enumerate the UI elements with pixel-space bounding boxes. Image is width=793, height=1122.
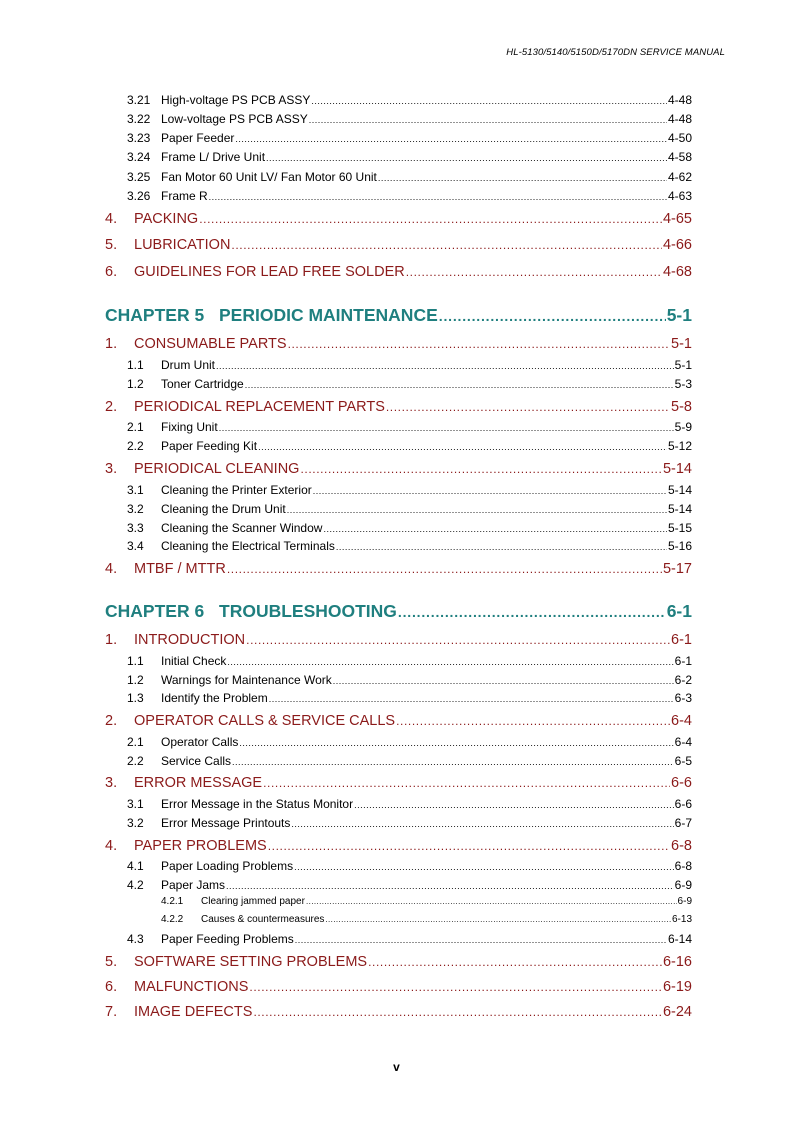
toc-entry-page: 5-1 bbox=[674, 358, 692, 372]
toc-entry-title: Paper Feeding Problems bbox=[161, 932, 294, 946]
toc-entry[interactable] bbox=[105, 461, 692, 477]
toc-entry-page: 6-24 bbox=[662, 1004, 692, 1020]
toc-entry-page: 6-3 bbox=[674, 691, 692, 705]
toc-entry-number: 3.1 bbox=[127, 483, 144, 497]
toc-entry-number: 3.26 bbox=[127, 189, 151, 203]
toc-entry-title: TROUBLESHOOTING bbox=[219, 601, 397, 621]
toc-entry-page: 6-9 bbox=[674, 878, 692, 892]
toc-entry-number: 3.2 bbox=[127, 502, 144, 516]
toc-entry-title: Initial Check bbox=[161, 654, 227, 668]
toc-entry-page: 6-16 bbox=[662, 954, 692, 970]
toc-entry-title: Toner Cartridge bbox=[161, 377, 244, 391]
toc-entry-number: 3. bbox=[105, 461, 118, 477]
toc-entry-number: 7. bbox=[105, 1004, 118, 1020]
toc-entry-title: Paper Feeding Kit bbox=[161, 439, 258, 453]
toc-entry-number: 4. bbox=[105, 838, 118, 854]
toc-entry-page: 6-7 bbox=[674, 816, 692, 830]
toc-entry[interactable] bbox=[105, 336, 692, 352]
toc-entry-number: CHAPTER 6 bbox=[105, 601, 205, 621]
toc-dot-leader bbox=[396, 714, 670, 728]
toc-entry-number: 3.24 bbox=[127, 150, 151, 164]
toc-entry-number: 1.1 bbox=[127, 654, 144, 668]
toc-entry[interactable] bbox=[105, 691, 692, 705]
toc-dot-leader bbox=[235, 134, 667, 144]
toc-entry-number: 3.25 bbox=[127, 170, 151, 184]
toc-entry-title: Paper Feeder bbox=[161, 131, 235, 145]
toc-entry-page: 6-6 bbox=[674, 797, 692, 811]
toc-dot-leader bbox=[231, 238, 662, 252]
toc-entry-number: 4. bbox=[105, 211, 118, 227]
toc-dot-leader bbox=[313, 486, 667, 496]
toc-entry-number: 1.2 bbox=[127, 377, 144, 391]
toc-entry-number: CHAPTER 5 bbox=[105, 305, 205, 325]
toc-entry[interactable] bbox=[105, 521, 692, 535]
toc-entry-number: 3.23 bbox=[127, 131, 151, 145]
toc-entry-title: Cleaning the Drum Unit bbox=[161, 502, 286, 516]
toc-dot-leader bbox=[263, 776, 670, 790]
toc-dot-leader bbox=[378, 173, 667, 183]
toc-entry-title: Cleaning the Scanner Window bbox=[161, 521, 323, 535]
toc-entry-page: 4-48 bbox=[667, 93, 692, 107]
toc-dot-leader bbox=[269, 694, 674, 704]
toc-dot-leader bbox=[216, 361, 674, 371]
toc-dot-leader bbox=[309, 115, 667, 125]
toc-entry-title: Frame R bbox=[161, 189, 208, 203]
toc-dot-leader bbox=[253, 1005, 662, 1019]
toc-entry-number: 3.2 bbox=[127, 816, 144, 830]
toc-entry-title: Service Calls bbox=[161, 754, 232, 768]
toc-entry-page: 6-1 bbox=[671, 632, 692, 648]
toc-entry[interactable] bbox=[105, 775, 692, 791]
toc-entry-number: 6. bbox=[105, 979, 118, 995]
toc-entry[interactable] bbox=[105, 878, 692, 892]
toc-entry-number: 3. bbox=[105, 775, 118, 791]
toc-chapter-entry[interactable] bbox=[105, 601, 692, 622]
toc-entry-number: 1.1 bbox=[127, 358, 144, 372]
toc-entry-number: 4.3 bbox=[127, 932, 144, 946]
toc-dot-leader bbox=[406, 265, 662, 279]
toc-dot-leader bbox=[325, 915, 671, 924]
toc-dot-leader bbox=[323, 524, 667, 534]
toc-entry-page: 6-1 bbox=[674, 654, 692, 668]
toc-entry-number: 3.3 bbox=[127, 521, 144, 535]
toc-entry-number: 2.1 bbox=[127, 420, 144, 434]
toc-entry-number: 6. bbox=[105, 264, 118, 280]
toc-entry-number: 3.22 bbox=[127, 112, 151, 126]
toc-entry-page: 6-4 bbox=[674, 735, 692, 749]
toc-entry-title: Warnings for Maintenance Work bbox=[161, 673, 332, 687]
toc-entry-page: 4-50 bbox=[667, 131, 692, 145]
toc-entry[interactable] bbox=[105, 170, 692, 184]
toc-entry-page: 5-1 bbox=[666, 305, 692, 325]
toc-dot-leader bbox=[199, 212, 662, 226]
toc-entry-page: 6-2 bbox=[674, 673, 692, 687]
toc-dot-leader bbox=[226, 881, 674, 891]
toc-entry[interactable] bbox=[105, 754, 692, 768]
toc-entry-page: 4-66 bbox=[662, 237, 692, 253]
toc-entry[interactable] bbox=[105, 131, 692, 145]
toc-entry[interactable] bbox=[105, 502, 692, 516]
toc-entry-title: Frame L/ Drive Unit bbox=[161, 150, 266, 164]
toc-entry[interactable] bbox=[105, 377, 692, 391]
toc-entry-number: 3.1 bbox=[127, 797, 144, 811]
toc-entry[interactable] bbox=[105, 264, 692, 280]
toc-entry-page: 6-1 bbox=[666, 601, 692, 621]
toc-entry[interactable] bbox=[105, 735, 692, 749]
toc-dot-leader bbox=[249, 980, 662, 994]
toc-entry-title: IMAGE DEFECTS bbox=[134, 1004, 253, 1020]
toc-entry-page: 6-9 bbox=[677, 896, 692, 907]
toc-entry-number: 2.2 bbox=[127, 754, 144, 768]
toc-entry-number: 2. bbox=[105, 399, 118, 415]
toc-dot-leader bbox=[311, 96, 667, 106]
toc-dot-leader bbox=[288, 337, 670, 351]
toc-entry[interactable] bbox=[105, 654, 692, 668]
toc-entry-page: 5-8 bbox=[671, 399, 692, 415]
toc-entry-number: 3.4 bbox=[127, 539, 144, 553]
toc-entry[interactable] bbox=[105, 713, 692, 729]
toc-entry-page: 4-58 bbox=[667, 150, 692, 164]
toc-entry-page: 6-14 bbox=[667, 932, 692, 946]
toc-entry-title: PERIODICAL REPLACEMENT PARTS bbox=[134, 399, 385, 415]
toc-entry-page: 5-14 bbox=[662, 461, 692, 477]
toc-entry[interactable] bbox=[105, 112, 692, 126]
toc-entry-number: 1.3 bbox=[127, 691, 144, 705]
toc-dot-leader bbox=[258, 442, 667, 452]
toc-dot-leader bbox=[232, 757, 674, 767]
toc-entry-number: 5. bbox=[105, 237, 118, 253]
toc-entry[interactable] bbox=[105, 816, 692, 830]
toc-dot-leader bbox=[245, 380, 674, 390]
toc-entry[interactable] bbox=[105, 150, 692, 164]
toc-entry-number: 1. bbox=[105, 632, 118, 648]
toc-entry-title: Fan Motor 60 Unit LV/ Fan Motor 60 Unit bbox=[161, 170, 377, 184]
running-header: HL-5130/5140/5150D/5170DN SERVICE MANUAL bbox=[506, 47, 725, 58]
toc-entry-page: 5-16 bbox=[667, 539, 692, 553]
toc-dot-leader bbox=[398, 604, 666, 620]
toc-entry-title: Low-voltage PS PCB ASSY bbox=[161, 112, 308, 126]
toc-entry-page: 5-15 bbox=[667, 521, 692, 535]
toc-entry-title: Paper Jams bbox=[161, 878, 226, 892]
toc-entry-number: 4. bbox=[105, 561, 118, 577]
toc-entry[interactable] bbox=[105, 1004, 692, 1020]
toc-entry-title: CONSUMABLE PARTS bbox=[134, 336, 287, 352]
toc-entry-number: 1.2 bbox=[127, 673, 144, 687]
toc-entry-title: PERIODIC MAINTENANCE bbox=[219, 305, 438, 325]
toc-chapter-entry[interactable] bbox=[105, 305, 692, 326]
toc-entry-page: 5-17 bbox=[662, 561, 692, 577]
toc-entry-number: 4.2.1 bbox=[161, 896, 184, 907]
toc-entry[interactable] bbox=[105, 979, 692, 995]
toc-dot-leader bbox=[209, 192, 667, 202]
toc-dot-leader bbox=[439, 308, 666, 324]
toc-entry-page: 6-6 bbox=[671, 775, 692, 791]
toc-entry-page: 4-63 bbox=[667, 189, 692, 203]
toc-dot-leader bbox=[291, 819, 673, 829]
toc-entry-title: INTRODUCTION bbox=[134, 632, 246, 648]
toc-dot-leader bbox=[239, 738, 673, 748]
toc-entry[interactable] bbox=[105, 439, 692, 453]
toc-entry[interactable] bbox=[105, 561, 692, 577]
toc-entry[interactable] bbox=[105, 399, 692, 415]
toc-entry[interactable] bbox=[105, 237, 692, 253]
toc-entry-title: GUIDELINES FOR LEAD FREE SOLDER bbox=[134, 264, 405, 280]
toc-entry-title: MALFUNCTIONS bbox=[134, 979, 249, 995]
toc-entry[interactable] bbox=[105, 358, 692, 372]
toc-entry[interactable] bbox=[105, 932, 692, 946]
toc-entry-number: 2.2 bbox=[127, 439, 144, 453]
toc-entry-title: Fixing Unit bbox=[161, 420, 218, 434]
toc-entry-number: 4.2 bbox=[127, 878, 144, 892]
toc-dot-leader bbox=[336, 542, 667, 552]
toc-entry-title: Paper Loading Problems bbox=[161, 859, 294, 873]
toc-entry-title: OPERATOR CALLS & SERVICE CALLS bbox=[134, 713, 396, 729]
toc-dot-leader bbox=[219, 423, 674, 433]
toc-entry-title: High-voltage PS PCB ASSY bbox=[161, 93, 311, 107]
toc-entry-title: SOFTWARE SETTING PROBLEMS bbox=[134, 954, 368, 970]
toc-dot-leader bbox=[300, 462, 662, 476]
toc-entry-page: 4-65 bbox=[662, 211, 692, 227]
toc-entry-title: Error Message Printouts bbox=[161, 816, 291, 830]
toc-entry[interactable] bbox=[105, 954, 692, 970]
toc-entry-number: 3.21 bbox=[127, 93, 151, 107]
toc-entry-page: 4-62 bbox=[667, 170, 692, 184]
toc-entry-title: Error Message in the Status Monitor bbox=[161, 797, 354, 811]
toc-entry-page: 4-48 bbox=[667, 112, 692, 126]
toc-entry-title: Causes & countermeasures bbox=[201, 914, 325, 925]
toc-entry-page: 4-68 bbox=[662, 264, 692, 280]
toc-entry[interactable] bbox=[105, 483, 692, 497]
toc-entry[interactable] bbox=[105, 539, 692, 553]
toc-entry[interactable] bbox=[105, 838, 692, 854]
toc-dot-leader bbox=[354, 800, 674, 810]
toc-entry-page: 5-14 bbox=[667, 502, 692, 516]
toc-entry-title: Cleaning the Electrical Terminals bbox=[161, 539, 335, 553]
toc-dot-leader bbox=[295, 935, 667, 945]
toc-dot-leader bbox=[227, 657, 673, 667]
toc-entry-page: 6-4 bbox=[671, 713, 692, 729]
toc-entry-title: MTBF / MTTR bbox=[134, 561, 226, 577]
toc-entry[interactable] bbox=[105, 896, 692, 907]
toc-dot-leader bbox=[268, 839, 670, 853]
toc-entry-page: 5-1 bbox=[671, 336, 692, 352]
toc-entry-title: PERIODICAL CLEANING bbox=[134, 461, 300, 477]
toc-entry-title: PACKING bbox=[134, 211, 199, 227]
toc-entry-page: 6-8 bbox=[674, 859, 692, 873]
toc-dot-leader bbox=[368, 955, 662, 969]
toc-entry[interactable] bbox=[105, 914, 692, 925]
toc-entry[interactable] bbox=[105, 859, 692, 873]
toc-entry-title: Clearing jammed paper bbox=[201, 896, 305, 907]
toc-entry-page: 5-12 bbox=[667, 439, 692, 453]
toc-dot-leader bbox=[287, 505, 667, 515]
toc-entry-number: 1. bbox=[105, 336, 118, 352]
page-number: v bbox=[393, 1060, 400, 1074]
toc-dot-leader bbox=[266, 153, 667, 163]
toc-entry-page: 5-14 bbox=[667, 483, 692, 497]
toc-dot-leader bbox=[227, 562, 662, 576]
toc-dot-leader bbox=[306, 897, 677, 906]
toc-dot-leader bbox=[246, 633, 670, 647]
toc-entry-page: 6-8 bbox=[671, 838, 692, 854]
toc-dot-leader bbox=[333, 676, 674, 686]
toc-entry[interactable] bbox=[105, 797, 692, 811]
toc-entry[interactable] bbox=[105, 673, 692, 687]
toc-entry-title: ERROR MESSAGE bbox=[134, 775, 263, 791]
toc-entry-title: LUBRICATION bbox=[134, 237, 231, 253]
toc-entry[interactable] bbox=[105, 420, 692, 434]
toc-entry-title: Operator Calls bbox=[161, 735, 239, 749]
toc-entry-page: 5-3 bbox=[674, 377, 692, 391]
toc-entry-page: 6-5 bbox=[674, 754, 692, 768]
toc-entry[interactable] bbox=[105, 189, 692, 203]
toc-entry[interactable] bbox=[105, 632, 692, 648]
toc-entry-page: 5-9 bbox=[674, 420, 692, 434]
toc-dot-leader bbox=[386, 400, 670, 414]
toc-entry-number: 2. bbox=[105, 713, 118, 729]
toc-entry-number: 4.2.2 bbox=[161, 914, 184, 925]
toc-entry-page: 6-13 bbox=[671, 914, 692, 925]
toc-entry-number: 2.1 bbox=[127, 735, 144, 749]
toc-entry-title: Drum Unit bbox=[161, 358, 216, 372]
toc-entry-page: 6-19 bbox=[662, 979, 692, 995]
toc-entry-title: Cleaning the Printer Exterior bbox=[161, 483, 312, 497]
toc-entry[interactable] bbox=[105, 93, 692, 107]
toc-entry[interactable] bbox=[105, 211, 692, 227]
toc-entry-number: 4.1 bbox=[127, 859, 144, 873]
toc-entry-number: 5. bbox=[105, 954, 118, 970]
toc-dot-leader bbox=[294, 862, 674, 872]
toc-entry-title: Identify the Problem bbox=[161, 691, 268, 705]
toc-entry-title: PAPER PROBLEMS bbox=[134, 838, 267, 854]
